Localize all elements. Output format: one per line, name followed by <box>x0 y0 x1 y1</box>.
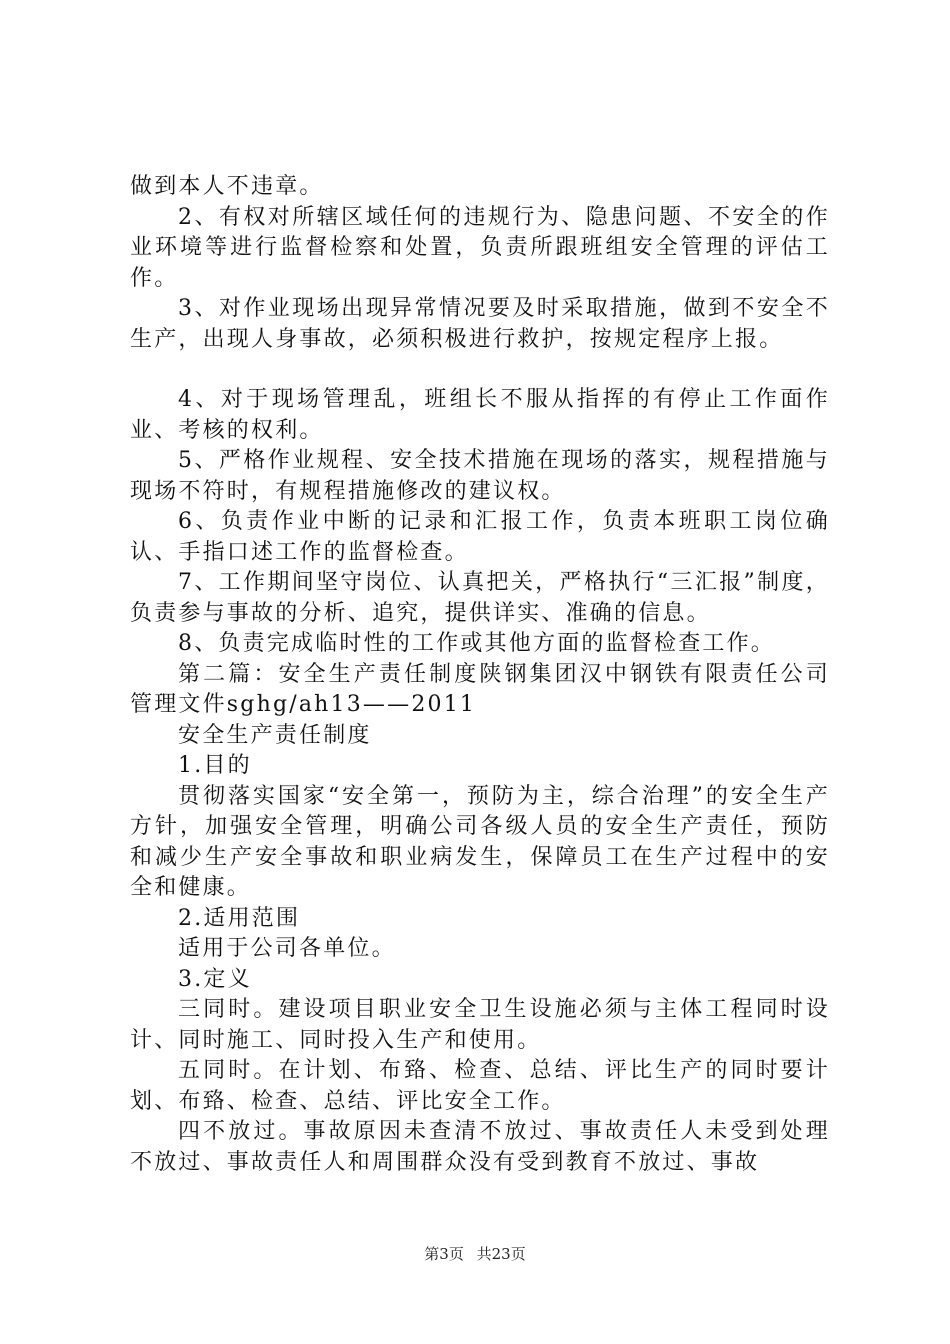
page-total: 共23页 <box>476 1245 526 1263</box>
paragraph-scope: 适用于公司各单位。 <box>178 936 396 961</box>
page-footer <box>0 1243 950 1264</box>
section-heading-scope: 2.适用范围 <box>178 905 301 931</box>
paragraph-item-8: 8、负责完成临时性的工作或其他方面的监督检查工作。 <box>178 631 775 656</box>
paragraph-four-not-let-go: 四不放过。事故原因未查清不放过、事故责任人未受到处理不放过、事故责任人和周围群众没有受到教育不放过、事故 <box>130 1119 830 1175</box>
paragraph-continuation: 做到本人不违章。 <box>130 174 324 199</box>
page-number: 第3页 <box>424 1245 464 1263</box>
section-heading-purpose: 1.目的 <box>178 753 252 778</box>
chapter-heading: 第二篇：安全生产责任制度陕钢集团汉中钢铁有限责任公司管理文件sghg/ah13——2011 <box>130 661 830 717</box>
paragraph-item-6: 6、负责作业中断的记录和汇报工作，负责本班职工岗位确认、手指口述工作的监督检查。 <box>130 509 830 565</box>
paragraph-item-4: 4、对于现场管理乱，班组长不服从指挥的有停止工作面作业、考核的权利。 <box>130 387 830 443</box>
paragraph-item-5: 5、严格作业规程、安全技术措施在现场的落实，规程措施与现场不符时，有规程措施修改的建议权。 <box>130 448 830 504</box>
paragraph-purpose: 贯彻落实国家“安全第一，预防为主，综合治理”的安全生产方针，加强安全管理，明确公司各级人员的安全生产责任，预防和减少生产安全事故和职业病发生，保障员工在生产过程中的安全和健康。 <box>130 783 830 900</box>
paragraph-item-3: 3、对作业现场出现异常情况要及时采取措施，做到不安全不生产，出现人身事故，必须积极进行救护，按规定程序上报。 <box>130 296 830 352</box>
paragraph-five-simultaneous: 五同时。在计划、布臵、检查、总结、评比生产的同时要计划、布臵、检查、总结、评比安全工作。 <box>130 1058 830 1114</box>
section-heading-definitions: 3.定义 <box>178 966 252 992</box>
document-title: 安全生产责任制度 <box>178 722 372 748</box>
paragraph-item-7: 7、工作期间坚守岗位、认真把关，严格执行“三汇报”制度，负责参与事故的分析、追究，提供详实、准确的信息。 <box>130 570 830 626</box>
paragraph-three-simultaneous: 三同时。建设项目职业安全卫生设施必须与主体工程同时设计、同时施工、同时投入生产和使用。 <box>130 997 830 1053</box>
paragraph-gap <box>130 355 830 385</box>
paragraph-item-2: 2、有权对所辖区域任何的违规行为、隐患问题、不安全的作业环境等进行监督检察和处置，负责所跟班组安全管理的评估工作。 <box>130 204 830 291</box>
document-body <box>130 172 830 1178</box>
